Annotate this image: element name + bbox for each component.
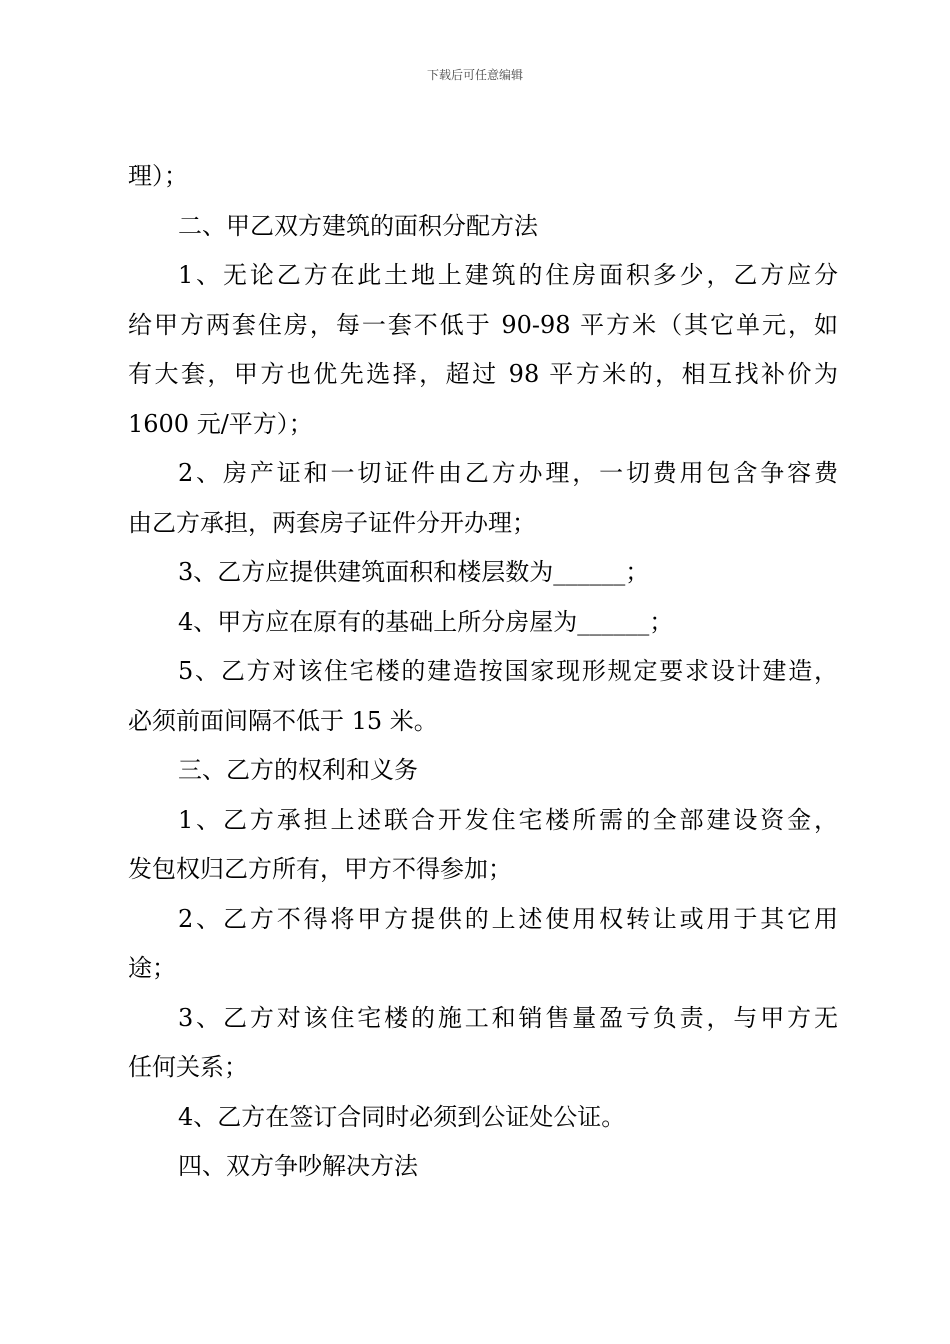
paragraph-line: 给甲方两套住房，每一套不低于 90-98 平方米（其它单元，如	[128, 310, 838, 339]
paragraph-line: 3、乙方应提供建筑面积和楼层数为______；	[178, 558, 650, 586]
paragraph-line: 途；	[128, 954, 176, 982]
page-header: 下载后可任意编辑	[426, 68, 523, 82]
paragraph-line: 1600 元/平方）；	[128, 409, 313, 438]
section-heading-3: 三、乙方的权利和义务	[178, 756, 418, 784]
paragraph-line: 1、无论乙方在此土地上建筑的住房面积多少，乙方应分	[178, 261, 838, 289]
paragraph-line: 必须前面间隔不低于 15 米。	[128, 706, 438, 735]
paragraph-line: 理）；	[128, 162, 188, 190]
paragraph-line: 5、乙方对该住宅楼的建造按国家现形规定要求设计建造，	[178, 657, 838, 685]
section-heading-4: 四、双方争吵解决方法	[178, 1152, 418, 1180]
paragraph-line: 2、乙方不得将甲方提供的上述使用权转让或用于其它用	[178, 904, 838, 933]
paragraph-line: 发包权归乙方所有，甲方不得参加；	[128, 855, 512, 883]
paragraph-line: 3、乙方对该住宅楼的施工和销售量盈亏负责，与甲方无	[178, 1003, 838, 1032]
paragraph-line: 2、房产证和一切证件由乙方办理，一切费用包含争容费	[178, 459, 838, 487]
paragraph-line: 任何关系；	[128, 1053, 248, 1081]
document-body	[128, 152, 838, 1192]
paragraph-line: 由乙方承担，两套房子证件分开办理；	[128, 508, 536, 537]
paragraph-line: 有大套，甲方也优先选择，超过 98 平方米的，相互找补价为	[128, 360, 838, 388]
section-heading-2: 二、甲乙双方建筑的面积分配方法	[178, 211, 538, 240]
paragraph-line: 1、乙方承担上述联合开发住宅楼所需的全部建设资金，	[178, 805, 838, 834]
paragraph-line: 4、乙方在签订合同时必须到公证处公证。	[178, 1102, 626, 1131]
paragraph-line: 4、甲方应在原有的基础上所分房屋为______；	[178, 607, 674, 636]
